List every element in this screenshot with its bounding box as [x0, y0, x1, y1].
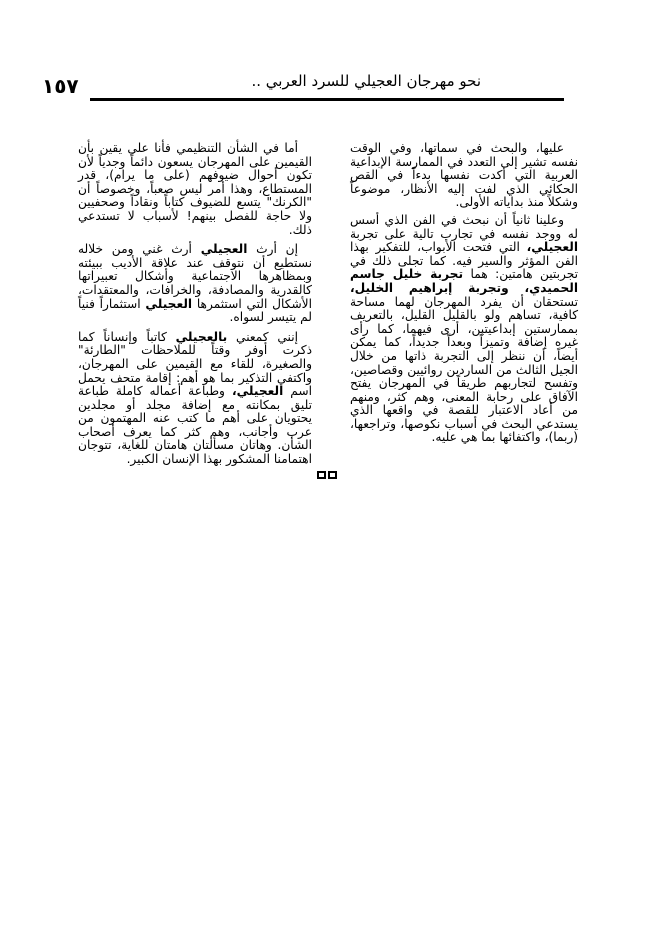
- bold-name: بالعجيلي: [175, 329, 228, 344]
- bold-name: العجيلي: [145, 296, 193, 311]
- text-run: كاتباً وإنساناً كما ذكرت أوفر وقتاً للملاحظات "الطارئة" والصغيرة، للقاء مع القيمين على المهرجان، واكتفي التذكير بما هو أهم: إقامة متحف يحمل اسم: [78, 329, 312, 399]
- square-icon: [328, 471, 337, 479]
- running-header-title: نحو مهرجان العجيلي للسرد العربي ..: [251, 72, 481, 90]
- bold-name: العجيلي: [200, 242, 248, 257]
- paragraph: [78, 243, 312, 325]
- header-rule: [90, 98, 564, 101]
- square-icon: [317, 471, 326, 479]
- bold-name: العجيلي،: [526, 240, 578, 255]
- bold-name: تجربة خليل جاسم الحميدي، وتجربة إبراهيم الخليل،: [350, 267, 578, 295]
- right-column: [350, 142, 578, 449]
- double-square-end-icon: [317, 471, 337, 479]
- paragraph: عليها، والبحث في سماتها، وفي الوقت نفسه تشير إلى التعدد في الممارسة الإبداعية العربية التي أكدت نفسها بدءاً في القص الحكائي الذي لفت إليه الأنظار، موضوعاً وشكلاً منذ بداياته الأولى.: [350, 141, 578, 210]
- bold-name: العجيلي،: [231, 384, 284, 399]
- paragraph: أما في الشأن التنظيمي فأنا على يقين بأن القيمين على المهرجان يسعون دائماً وجدياً لأن تكون أحوال ضيوفهم (على ما يرام)، قدر المستطاع، وهذا أمر ليس صعباً، وخصوصاً أن "الكرنك" يتسع للضيوف كتاباً ونقاداً وصحفيين ولا حاجة للفصل بينهم! لأسباب لا تستدعي ذلك.: [78, 141, 312, 237]
- text-run: وطباعة أعماله كاملة طباعة تليق بمكانته مع إضافة مجلد أو مجلدين يحتويان على أهم ما كتب عنه المهتمون من عرب وأجانب، وهم كثر كما يعرف أصحاب الشأن. وهاتان مسألتان هامتان للغاية، تتوجان اهتمامنا المشكور بهذا الإنسان الكبير.: [78, 384, 312, 467]
- paragraph: [350, 214, 578, 445]
- text-run: وعلينا ثانياً أن نبحث في الفن الذي أسس له ووجد نفسه في تجارب تالية على تجربة: [350, 212, 578, 241]
- text-run: التي فتحت الأبواب، للتفكير بهذا الفن المؤثر والسير فيه. كما تجلى ذلك في تجربتين هامتين: هما: [350, 240, 578, 282]
- text-run: أرث غني ومن خلاله نستطيع أن نتوقف عند علاقة الأديب ببيئته وبمظاهرها الاجتماعية وأشكال تعبيراتها كالقدرية والمصادفة، والخرافات، والمعتقدات، الأشكال التي استثمرها: [78, 242, 312, 311]
- page-number: ١٥٧: [42, 74, 79, 98]
- text-run: استثماراً فنياً لم يتيسر لسواه.: [78, 296, 312, 325]
- paragraph: [78, 331, 312, 467]
- text-run: إن أرث: [247, 242, 298, 257]
- text-run: إنني كمعني: [227, 329, 298, 344]
- left-column: [78, 142, 312, 473]
- text-run: تستحقان أن يفرد المهرجان لهما مساحة كافية، تساهم ولو بالقليل القليل، بالتعريف بممارستين إبداعيتين، أرى فيهما، كما رأى غيره إضافة وتميزاً وبعداً جديداً، كما يمكن أيضاً، أن ننظر إلى التجربة ذاتها من خلال الجيل الثالث من الساردين روائيين وقصاصين، وتفسح لتجاربهم طريقاً في المهرجان يفتح الآفاق على رحابة المعنى، وهم كثر، ومنهم من أعاد الاعتبار للقصة في واقعها الذي يستدعي البحث في أسباب نكوصها، وتراجعها، (ربما)، واكتفائها بما هي عليه.: [350, 294, 578, 445]
